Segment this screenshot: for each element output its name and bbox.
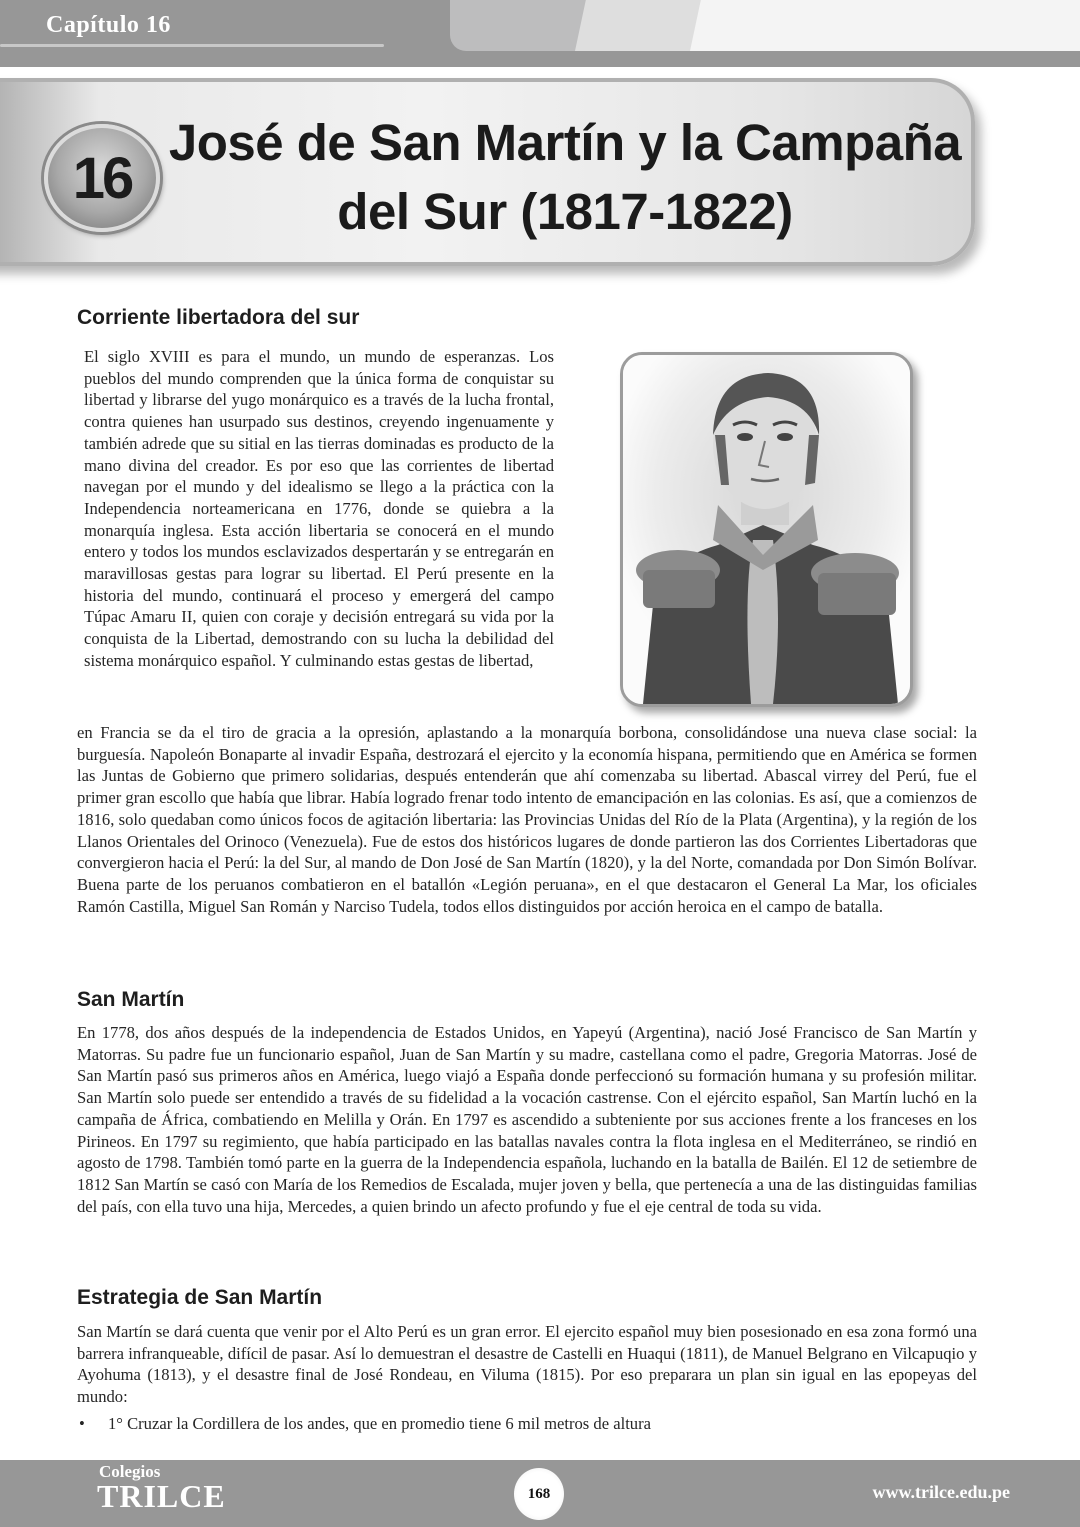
page-number-badge (514, 1468, 564, 1520)
list-item-text: 1° Cruzar la Cordillera de los andes, que en promedio tiene 6 mil metros de altura (108, 1414, 651, 1433)
section-paragraph-intro: El siglo XVIII es para el mundo, un mundo de esperanzas. Los pueblos del mundo comprenden que la única forma de conquistar su libertad y librarse del yugo monárquico es a través de la lucha frontal, contra quienes han usurpado sus destinos, creyendo ingenuamente y también adrede que su sitial en las tierras dominadas es producto de la mano divina del creador. Es por eso que las corrientes de libertad navegan por el mundo y del idealismo se llego a la práctica con la Independencia norteamericana en 1776, donde se quiebra a la monarquía inglesa. Esta acción libertaria se conocerá en el mundo entero y todos los mundos esclavizados despertarán y se entregarán en maravillosas gestas para lograr su libertad. El Perú presente en la historia del mundo, continuará el proceso y emergerá del campo Túpac Amaru II, quien con coraje y decisión entregará su vida por la conquista de la Libertad, demostrando con su lucha la debilidad del sistema monárquico español. Y culminando estas gestas de libertad, (84, 347, 554, 670)
brand-label-small: Colegios (99, 1462, 161, 1481)
section-paragraph-estrategia: San Martín se dará cuenta que venir por el Alto Perú es un gran error. El ejercito español muy bien posesionado en esa zona formó una barrera infranqueable, difícil de pasar. Así lo demuestran el desastre de Castelli en Huaqui (1811), de Manuel Belgrano en Vilcapuqio y Ayohuma (1813), y el desastre final de José Rondeau, en Viluma (1815). Por eso preparara un plan sin igual en las epopeyas del mundo: (77, 1322, 977, 1407)
page-title (160, 108, 970, 246)
page-number: 168 (527, 1485, 551, 1502)
section-paragraph-continued: en Francia se da el tiro de gracia a la opresión, aplastando a la monarquía borbona, consolidándose una nueva clase social: la burguesía. Napoleón Bonaparte al invadir España, destrozará el ejercito y la economía hispana, permitiendo que en América se formen las Juntas de Gobierno que primero solidarias, después entenderán que ahí comenzaba su libertad. Abascal virrey del Perú, fue el primer gran escollo que había que librar. Había logrado frenar todo intento de emancipación en las colonias. Es así, que a comienzos de 1816, solo quedaban como únicos focos de agitación libertaria: las Provincias Unidas del Río de la Plata (Argentina), y la región de los Llanos Orientales del Orinoco (Venezuela). Fue de estos dos históricos lugares de donde partieron las dos Corrientes Libertadoras que convergieron hacia el Perú: la del Sur, al mando de Don José de San Martín (1820), y la del Norte, comandada por Don Simón Bolívar. Buena parte de los peruanos combatieron en el batallón «Legión peruana», en el que destacaron el General La Mar, los oficiales Ramón Castilla, Miguel San Román y Narciso Tudela, todos ellos distinguidos por acción heroica en el campo de batalla. (77, 723, 977, 916)
page-title-line-2: del Sur (1817-1822) (337, 183, 793, 240)
portrait-san-martin-image (620, 352, 913, 707)
chapter-underline (0, 44, 384, 47)
chapter-number-badge (44, 124, 160, 232)
header-decorative-tab (720, 0, 1080, 51)
brand-logo-text: TRILCE (97, 1478, 226, 1514)
section-heading-estrategia: Estrategia de San Martín (77, 1286, 323, 1309)
website-link[interactable]: www.trilce.edu.pe (872, 1482, 1010, 1502)
page-header (0, 0, 1080, 67)
section-heading-san-martin: San Martín (77, 988, 185, 1011)
chapter-number: 16 (72, 145, 132, 211)
page-title-line-1: José de San Martín y la Campaña (168, 114, 962, 171)
bullet-icon: • (79, 1414, 85, 1433)
chapter-label: Capítulo 16 (46, 12, 171, 38)
list-item (77, 1413, 977, 1435)
section-heading-corriente-libertadora: Corriente libertadora del sur (77, 306, 360, 329)
page-footer (0, 1460, 1080, 1527)
section-paragraph-san-martin: En 1778, dos años después de la independencia de Estados Unidos, en Yapeyú (Argentina), nació José Francisco de San Martín y Matorras. Su padre fue un funcionario español, Juan de San Martín y su madre, castellana como el padre, Gregoria Matorras. José de San Martín pasó sus primeros años en América, luego viajó a España donde perfeccionó su formación humana y su profesión militar. San Martín solo puede ser entendido a través de su fidelidad a la vocación castrense. Con el ejército español, San Martín luchó en la campaña de África, combatiendo en Melilla y Orán. En 1797 es ascendido a subteniente por sus acciones frente a los franceses en los Pirineos. En 1797 su regimiento, que había participado en las batallas navales contra la flota inglesa en el Mediterráneo, se rindió en agosto de 1798. También tomó parte en la guerra de la Independencia española, luchando en la batalla de Bailén. El 12 de setiembre de 1812 San Martín se casó con María de los Remedios de Escalada, mujer joven y bella, que pertenecía a una de las distinguidas familias del país, con ella tuvo una hija, Mercedes, a quien brindo un afecto profundo y fue el eje central de toda su vida. (77, 1023, 977, 1216)
portrait-illustration-icon (623, 355, 910, 704)
